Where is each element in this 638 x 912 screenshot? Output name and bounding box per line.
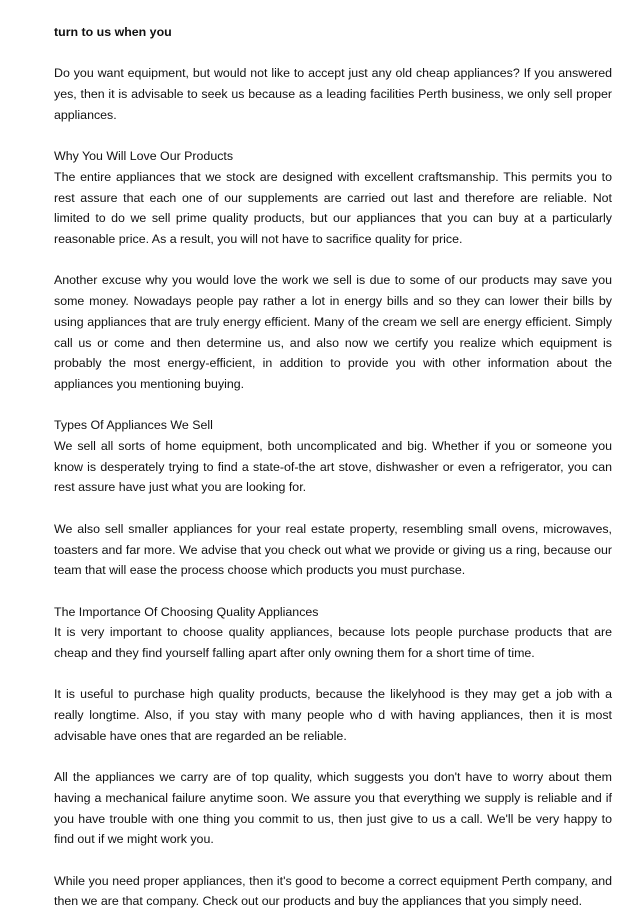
- why-love-section: [54, 146, 612, 250]
- smaller-appliances-section: [54, 519, 612, 581]
- paragraph: It is useful to purchase high quality products, because the likelyhood is they may get a job with a really longtime. Also, if you stay with many people who d with having appliances, then it is most advisable have ones that are regarded an be reliable.: [54, 687, 612, 743]
- spacer: [54, 250, 612, 271]
- spacer: [54, 747, 612, 768]
- importance-section: [54, 602, 612, 664]
- paragraph: The entire appliances that we stock are designed with excellent craftsmanship. This permits you to rest assure that each one of our supplements are carried out last and therefore are reliable. Not limited to do we sell prime quality products, but our appliances that you can buy at a particularly reasonable price. As a result, you will not have to sacrifice quality for price.: [54, 169, 612, 246]
- section-heading: Why You Will Love Our Products: [54, 149, 234, 164]
- intro-section: [54, 63, 612, 125]
- paragraph: We sell all sorts of home equipment, both uncomplicated and big. Whether if you or someone you know is desperately trying to find a state-of-the art stove, dishwasher or even a refrigerator, you can rest assure have just what you are looking for.: [54, 439, 612, 495]
- paragraph: While you need proper appliances, then it's good to become a correct equipment Perth company, and then we are that company. Check out our products and buy the appliances that you simply need.: [54, 873, 612, 909]
- spacer: [54, 498, 612, 519]
- spacer: [54, 581, 612, 602]
- paragraph: It is very important to choose quality appliances, because lots people purchase products that are cheap and they find yourself falling apart after only owning them for a short time of time.: [54, 625, 612, 660]
- spacer: [54, 664, 612, 685]
- spacer: [54, 850, 612, 871]
- closing-section: [54, 871, 612, 912]
- paragraph: Do you want equipment, but would not like to accept just any old cheap appliances? If you answered yes, then it is advisable to seek us because as a leading facilities Perth business, we only sell proper appliances.: [54, 66, 612, 122]
- energy-section: [54, 270, 612, 394]
- document-title: turn to us when you: [54, 25, 172, 39]
- spacer: [54, 43, 612, 64]
- spacer: [54, 395, 612, 416]
- spacer: [54, 126, 612, 147]
- paragraph: All the appliances we carry are of top quality, which suggests you don't have to worry about them having a mechanical failure anytime soon. We assure you that everything we supply is reliable and if you have trouble with one thing you commit to us, then just give to us a call. We'll be very happy to find out if we might work you.: [54, 770, 612, 847]
- types-section: [54, 415, 612, 498]
- section-heading: Types Of Appliances We Sell: [54, 418, 213, 433]
- high-quality-section: [54, 684, 612, 746]
- top-quality-section: [54, 767, 612, 850]
- paragraph: Another excuse why you would love the work we sell is due to some of our products may save you some money. Nowadays people pay rather a lot in energy bills and so they can lower their bills by using appliances that are truly energy efficient. Many of the cream we sell are energy efficient. Simply call us or come and then determine us, and also now we certify you realize which equipment is probably the most energy-efficient, in addition to provide you with other information about the appliances you mentioning buying.: [54, 273, 612, 391]
- section-heading: The Importance Of Choosing Quality Appliances: [54, 604, 319, 619]
- document-page: [54, 22, 612, 912]
- paragraph: We also sell smaller appliances for your real estate property, resembling small ovens, microwaves, toasters and far more. We advise that you check out what we provide or giving us a ring, because our team that will ease the process choose which products you must purchase.: [54, 521, 612, 578]
